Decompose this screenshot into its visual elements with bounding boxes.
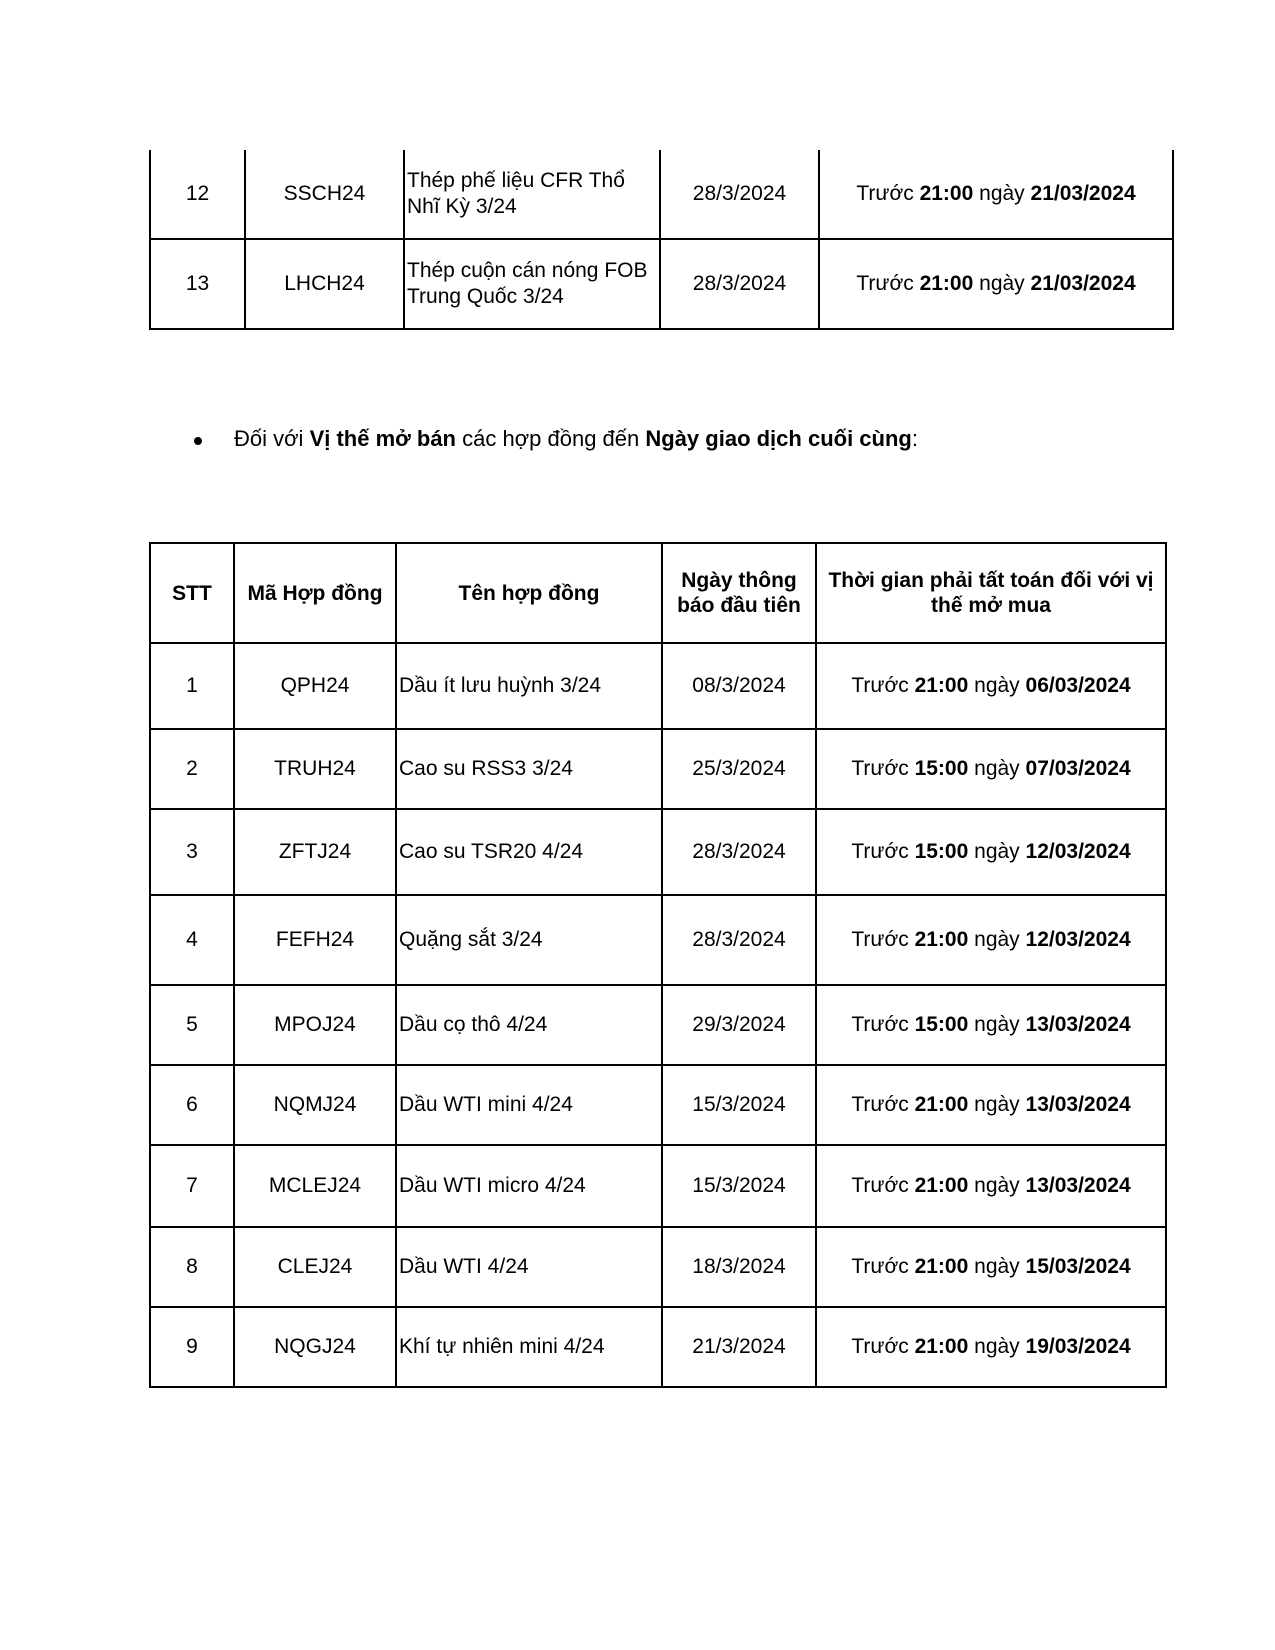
contract-name-cell: Thép cuộn cán nóng FOB Trung Quốc 3/24 [404, 239, 660, 329]
deadline-cell: Trước 21:00 ngày 19/03/2024 [816, 1307, 1166, 1387]
stt-cell: 13 [150, 239, 245, 329]
bullet-text: Đối với Vị thế mở bán các hợp đồng đến Ngày giao dịch cuối cùng: [234, 426, 918, 451]
table-row [150, 985, 1166, 1065]
table-row [150, 1065, 1166, 1145]
table-header-row [150, 543, 1166, 643]
section-bullet [196, 424, 918, 454]
table-row [150, 150, 1173, 239]
contract-code-cell: CLEJ24 [234, 1227, 396, 1307]
deadline-cell: Trước 21:00 ngày 12/03/2024 [816, 895, 1166, 985]
first-notice-cell: 18/3/2024 [662, 1227, 816, 1307]
contract-code-cell: QPH24 [234, 643, 396, 729]
table-body [150, 643, 1166, 1387]
contract-name-cell: Dầu WTI 4/24 [396, 1227, 662, 1307]
header-contract-code: Mã Hợp đồng [234, 543, 396, 643]
stt-cell: 9 [150, 1307, 234, 1387]
contract-code-cell: ZFTJ24 [234, 809, 396, 895]
contract-name-cell: Dầu cọ thô 4/24 [396, 985, 662, 1065]
stt-cell: 4 [150, 895, 234, 985]
contract-code-cell: MPOJ24 [234, 985, 396, 1065]
first-notice-cell: 28/3/2024 [660, 239, 819, 329]
deadline-cell: Trước 21:00 ngày 06/03/2024 [816, 643, 1166, 729]
first-notice-cell: 28/3/2024 [662, 895, 816, 985]
header-deadline: Thời gian phải tất toán đối với vị thế mở mua [816, 543, 1166, 643]
deadline-cell: Trước 21:00 ngày 13/03/2024 [816, 1065, 1166, 1145]
contract-name-cell: Khí tự nhiên mini 4/24 [396, 1307, 662, 1387]
stt-cell: 7 [150, 1145, 234, 1227]
first-notice-cell: 28/3/2024 [662, 809, 816, 895]
table-row [150, 1307, 1166, 1387]
contract-code-cell: NQMJ24 [234, 1065, 396, 1145]
table-row [150, 1227, 1166, 1307]
table-row [150, 895, 1166, 985]
first-notice-cell: 29/3/2024 [662, 985, 816, 1065]
contract-code-cell: FEFH24 [234, 895, 396, 985]
contract-name-cell: Cao su RSS3 3/24 [396, 729, 662, 809]
first-notice-cell: 25/3/2024 [662, 729, 816, 809]
open-sell-positions-table [149, 542, 1167, 1388]
deadline-cell: Trước 21:00 ngày 21/03/2024 [819, 239, 1173, 329]
deadline-cell: Trước 21:00 ngày 15/03/2024 [816, 1227, 1166, 1307]
first-notice-cell: 28/3/2024 [660, 150, 819, 239]
contract-name-cell: Dầu ít lưu huỳnh 3/24 [396, 643, 662, 729]
contract-name-cell: Thép phế liệu CFR Thổ Nhĩ Kỳ 3/24 [404, 150, 660, 239]
contract-code-cell: MCLEJ24 [234, 1145, 396, 1227]
deadline-cell: Trước 21:00 ngày 13/03/2024 [816, 1145, 1166, 1227]
contract-name-cell: Dầu WTI mini 4/24 [396, 1065, 662, 1145]
stt-cell: 8 [150, 1227, 234, 1307]
first-notice-cell: 15/3/2024 [662, 1145, 816, 1227]
table-row [150, 809, 1166, 895]
header-first-notice: Ngày thông báo đầu tiên [662, 543, 816, 643]
table-row [150, 729, 1166, 809]
stt-cell: 3 [150, 809, 234, 895]
deadline-cell: Trước 21:00 ngày 21/03/2024 [819, 150, 1173, 239]
deadline-cell: Trước 15:00 ngày 07/03/2024 [816, 729, 1166, 809]
table-row [150, 643, 1166, 729]
first-notice-cell: 15/3/2024 [662, 1065, 816, 1145]
header-stt: STT [150, 543, 234, 643]
header-contract-name: Tên hợp đồng [396, 543, 662, 643]
table-row [150, 239, 1173, 329]
contract-name-cell: Dầu WTI micro 4/24 [396, 1145, 662, 1227]
bullet-dot-icon [194, 437, 202, 445]
contract-code-cell: TRUH24 [234, 729, 396, 809]
stt-cell: 1 [150, 643, 234, 729]
continued-contract-table [149, 150, 1174, 330]
stt-cell: 5 [150, 985, 234, 1065]
deadline-cell: Trước 15:00 ngày 12/03/2024 [816, 809, 1166, 895]
contract-name-cell: Quặng sắt 3/24 [396, 895, 662, 985]
stt-cell: 12 [150, 150, 245, 239]
first-notice-cell: 08/3/2024 [662, 643, 816, 729]
contract-code-cell: SSCH24 [245, 150, 404, 239]
stt-cell: 2 [150, 729, 234, 809]
table-row [150, 1145, 1166, 1227]
contract-name-cell: Cao su TSR20 4/24 [396, 809, 662, 895]
stt-cell: 6 [150, 1065, 234, 1145]
contract-code-cell: LHCH24 [245, 239, 404, 329]
contract-code-cell: NQGJ24 [234, 1307, 396, 1387]
deadline-cell: Trước 15:00 ngày 13/03/2024 [816, 985, 1166, 1065]
first-notice-cell: 21/3/2024 [662, 1307, 816, 1387]
